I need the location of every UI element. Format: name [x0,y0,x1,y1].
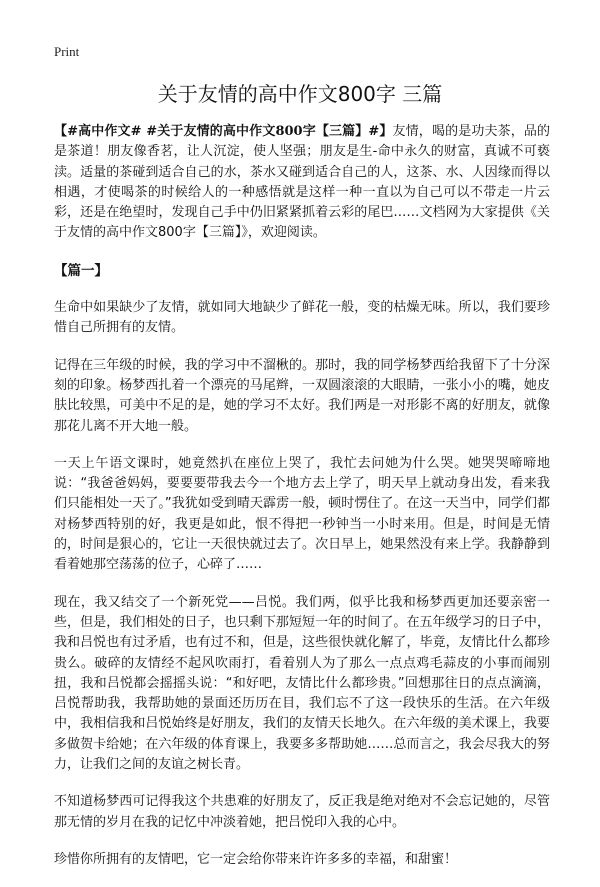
paragraph: 记得在三年级的时候，我的学习中不溜楸的。那时，我的同学杨梦西给我留下了十分深刻的印象。杨梦西扎着一个漂亮的马尾辫，一双圆滚滚的大眼睛，一张小小的嘴，她皮肤比较黑，可美中不足的是，她的学习不太好。我们两是一对形影不离的好朋友，就像那花儿离不开大地一般。 [54,357,550,434]
page-title: 关于友情的高中作文800字 三篇 [157,82,443,106]
section-heading: 【篇一】 [54,262,108,279]
paragraph: 生命中如果缺少了友情，就如同大地缺少了鲜花一般，变的枯燥无味。所以，我们要珍惜自己所拥有的友情。 [54,300,550,336]
intro-text: 友情，喝的是功夫茶，品的是茶道！朋友像香茗，让人沉淀，使人坚强；朋友是生-命中永久的财富，真诚不可亵渎。适量的茶碰到适合自己的水，茶水又碰到适合自己的人，这茶、水、人因缘而得以相遇，才使喝茶的时候给人的一种感悟就是这样一种一直以为自己可以不带走一片云彩，还是在绝望时，发现自己手中仍旧紧紧抓着云彩的尾巴……文档网为大家提供《关于友情的高中作文800字【三篇】》，欢迎阅读。 [54,124,550,241]
paragraph: 现在，我又结交了一个新死党——吕悦。我们两，似乎比我和杨梦西更加还要亲密一些，但是，我们相处的日子，也只剩下那短短一年的时间了。在五年级学习的日子中，我和吕悦也有过矛盾，也有过不和，但是，这些很快就化解了，毕竟，友情比什么都珍贵么。破碎的友情经不起风吹雨打，看着别人为了那么一点点鸡毛蒜皮的小事而闹别扭，我和吕悦都会摇摇头说：“和好吧，友情比什么都珍贵。”回想那往日的点点滴滴，吕悦帮助我，我帮助她的景面还历历在目，我们忘不了这一段快乐的生活。在六年级中，我相信我和吕悦始终是好朋友，我们的友情天长地久。在六年级的美术课上，我要多做贺卡给她；在六年级的体育课上，我要多多帮助她……总而言之，我会尽我大的努力，让我们之间的友谊之树长青。 [54,594,550,773]
article-body [54,122,550,887]
intro-paragraph [54,122,550,244]
paragraph: 不知道杨梦西可记得我这个共患难的好朋友了，反正我是绝对绝对不会忘记她的，尽管那无情的岁月在我的记忆中冲淡着她，把吕悦印入我的心中。 [54,794,550,830]
intro-tag: 【#高中作文# #关于友情的高中作文800字【三篇】#】 [54,124,393,139]
paragraph: 一天上午语文课时，她竟然扒在座位上哭了，我忙去问她为什么哭。她哭哭啼啼地说：“我爸爸妈妈，要要要带我去今一个地方去上学了，明天早上就动身出发，看来我们只能相处一天了。”我犹如受到晴天霹雳一般，顿时愣住了。在这一天当中，同学们都对杨梦西特别的好，我更是如此，恨不得把一秒钟当一小时来用。但是，时间是无情的，时间是狠心的，它让一天很快就过去了。次日早上，她果然没有来上学。我静静到看着她那空荡荡的位子，心碎了…… [54,455,550,573]
print-link[interactable]: Print [54,44,80,59]
paragraph: 珍惜你所拥有的友情吧，它一定会给你带来许许多多的幸福，和甜蜜！ [54,851,458,867]
